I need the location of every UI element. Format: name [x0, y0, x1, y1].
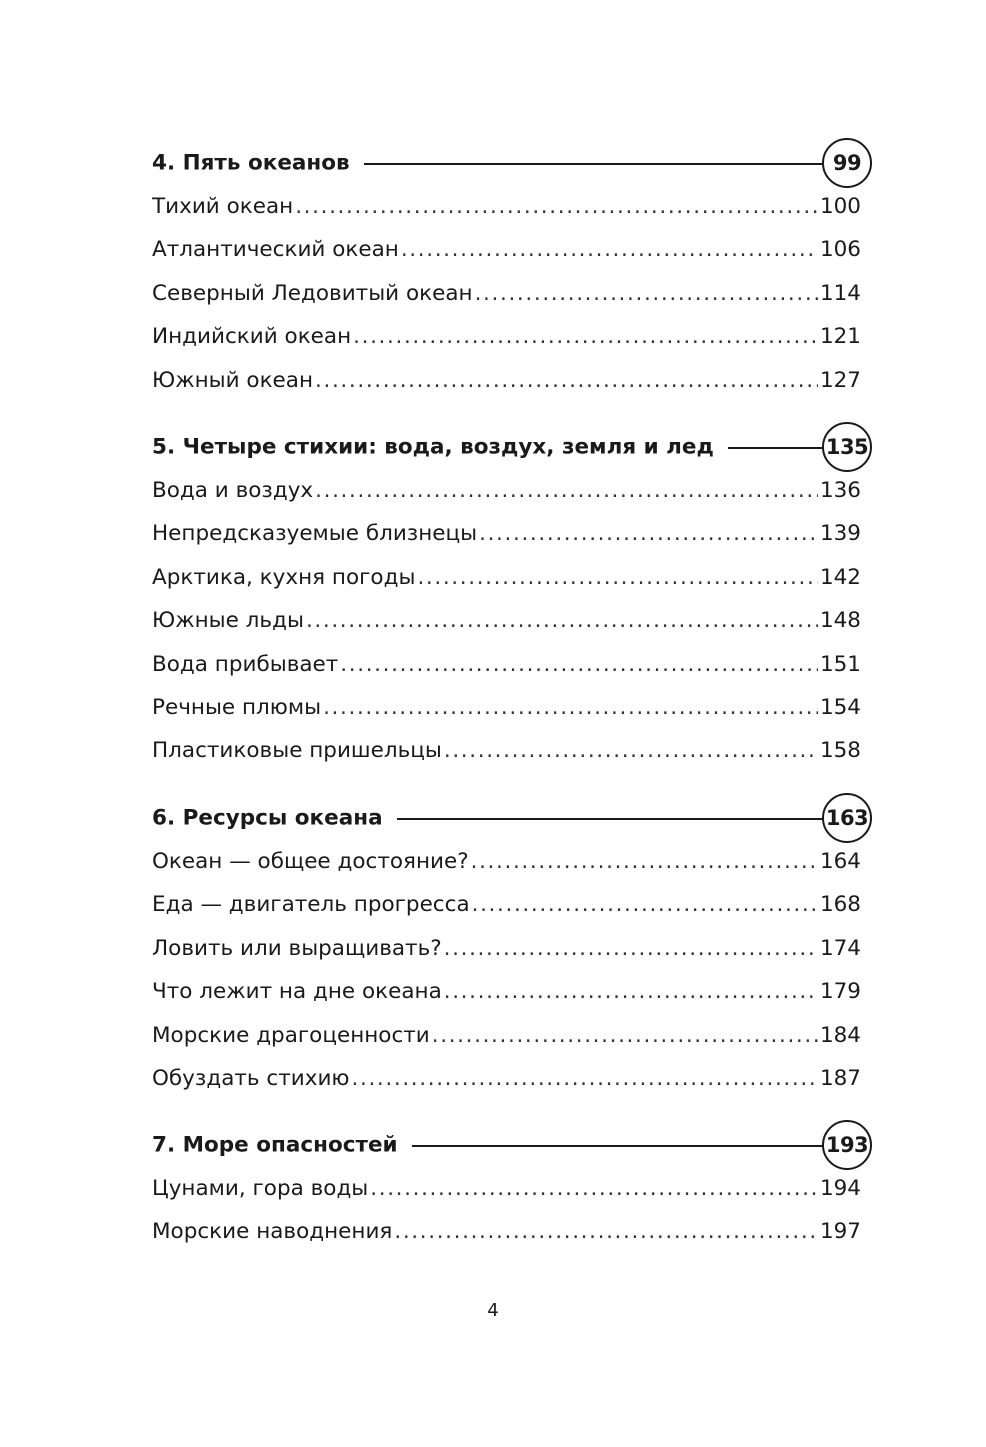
- entry-title: Еда — двигатель прогресса: [152, 892, 470, 918]
- entry-title: Атлантический океан: [152, 237, 399, 263]
- entry-page: 151: [819, 651, 861, 677]
- entry-title: Морские драгоценности: [152, 1022, 430, 1048]
- chapter-page-circle: 135: [822, 422, 872, 472]
- dot-leader: [323, 695, 818, 720]
- chapter-title: 5. Четыре стихии: вода, воздух, земля и лед: [152, 435, 728, 460]
- toc-entry[interactable]: [152, 478, 861, 521]
- toc-entry[interactable]: [152, 1176, 861, 1219]
- entry-page: 197: [819, 1219, 861, 1245]
- entry-page: 142: [819, 564, 861, 590]
- chapter-title: 7. Море опасностей: [152, 1133, 412, 1158]
- dot-leader: [315, 478, 818, 503]
- toc-entry[interactable]: [152, 695, 861, 738]
- chapter-4: [152, 138, 872, 411]
- dot-leader: [340, 652, 818, 677]
- chapter-heading[interactable]: [152, 138, 872, 188]
- dot-leader: [315, 368, 818, 393]
- entry-title: Пластиковые пришельцы: [152, 738, 442, 764]
- entry-title: Цунами, гора воды: [152, 1176, 369, 1201]
- chapter-title: 4. Пять океанов: [152, 151, 364, 176]
- entry-title: Тихий океан: [152, 194, 294, 219]
- entry-title: Морские наводнения: [152, 1219, 393, 1245]
- dot-leader: [475, 281, 818, 306]
- entry-page: 158: [819, 738, 861, 764]
- toc-entry[interactable]: [152, 608, 861, 651]
- chapter-heading[interactable]: [152, 1120, 872, 1170]
- entry-title: Речные плюмы: [152, 694, 322, 720]
- entry-title: Обуздать стихию: [152, 1065, 350, 1091]
- toc-entry[interactable]: [152, 521, 861, 564]
- dot-leader: [352, 1066, 818, 1091]
- dot-leader: [472, 892, 818, 917]
- dot-leader: [444, 936, 818, 961]
- entry-title: Океан — общее достояние?: [152, 849, 469, 874]
- entry-title: Южный океан: [152, 367, 314, 393]
- chapter-6: [152, 793, 872, 1109]
- dot-leader: [417, 565, 818, 590]
- toc-entry[interactable]: [152, 324, 861, 367]
- entry-title: Непредсказуемые близнецы: [152, 521, 478, 547]
- dot-leader: [306, 608, 818, 633]
- toc-entry[interactable]: [152, 194, 861, 237]
- dot-leader: [432, 1023, 818, 1048]
- entry-list: [152, 194, 872, 411]
- entry-page: 121: [819, 324, 861, 350]
- page-number: 4: [487, 1300, 499, 1321]
- chapter-page-circle: 99: [822, 138, 872, 188]
- chapter-page-circle: 163: [822, 793, 872, 843]
- entry-title: Арктика, кухня погоды: [152, 564, 416, 590]
- toc-entry[interactable]: [152, 1066, 861, 1109]
- entry-title: Южные льды: [152, 608, 304, 634]
- entry-page: 164: [819, 849, 861, 874]
- entry-list: [152, 849, 872, 1109]
- entry-list: [152, 1176, 872, 1263]
- chapter-title: 6. Ресурсы океана: [152, 806, 397, 831]
- entry-page: 139: [819, 521, 861, 547]
- entry-page: 127: [819, 367, 861, 393]
- entry-page: 114: [819, 280, 861, 306]
- dot-leader: [370, 1176, 818, 1201]
- toc-entry[interactable]: [152, 1219, 861, 1262]
- entry-title: Северный Ледовитый океан: [152, 280, 473, 306]
- toc-entry[interactable]: [152, 738, 861, 781]
- entry-page: 168: [819, 892, 861, 918]
- dot-leader: [479, 521, 818, 546]
- toc-entry[interactable]: [152, 565, 861, 608]
- chapter-heading[interactable]: [152, 793, 872, 843]
- dot-leader: [401, 237, 818, 262]
- dot-leader: [471, 849, 818, 874]
- entry-page: 174: [819, 935, 861, 961]
- toc-entry[interactable]: [152, 1023, 861, 1066]
- entry-page: 187: [819, 1065, 861, 1091]
- toc-entry[interactable]: [152, 652, 861, 695]
- dot-leader: [444, 979, 818, 1004]
- toc-entry[interactable]: [152, 237, 861, 280]
- entry-page: 194: [819, 1176, 861, 1201]
- entry-page: 179: [819, 979, 861, 1005]
- entry-page: 100: [819, 194, 861, 219]
- entry-title: Ловить или выращивать?: [152, 935, 442, 961]
- dot-leader: [394, 1219, 818, 1244]
- toc-entry[interactable]: [152, 936, 861, 979]
- dot-leader: [444, 738, 818, 763]
- entry-title: Индийский океан: [152, 324, 352, 350]
- toc-entry[interactable]: [152, 368, 861, 411]
- chapter-heading[interactable]: [152, 422, 872, 472]
- toc-entry[interactable]: [152, 892, 861, 935]
- chapter-5: [152, 422, 872, 782]
- entry-page: 106: [819, 237, 861, 263]
- chapter-7: [152, 1120, 872, 1263]
- dot-leader: [295, 194, 818, 219]
- entry-title: Вода и воздух: [152, 478, 314, 503]
- toc-entry[interactable]: [152, 979, 861, 1022]
- toc-entry[interactable]: [152, 849, 861, 892]
- entry-page: 154: [819, 694, 861, 720]
- entry-page: 148: [819, 608, 861, 634]
- dot-leader: [353, 324, 818, 349]
- entry-list: [152, 478, 872, 782]
- entry-page: 136: [819, 478, 861, 503]
- entry-title: Вода прибывает: [152, 651, 339, 677]
- entry-page: 184: [819, 1022, 861, 1048]
- chapter-page-circle: 193: [822, 1120, 872, 1170]
- toc-entry[interactable]: [152, 281, 861, 324]
- entry-title: Что лежит на дне океана: [152, 979, 442, 1005]
